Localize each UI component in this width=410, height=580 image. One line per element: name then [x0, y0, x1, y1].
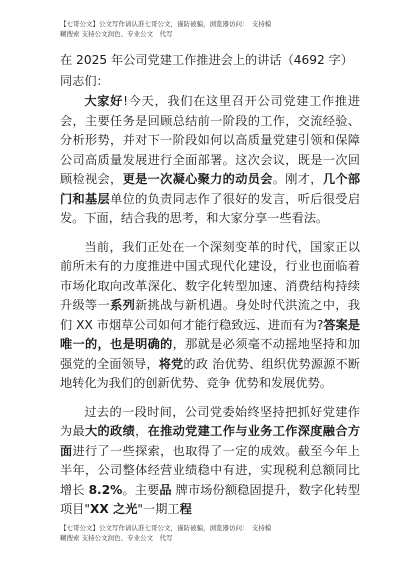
bold-text-run: 几个部门和基层: [60, 172, 361, 206]
bold-text-run: 在推动党建工作与业务工作深度融合方面: [60, 424, 361, 458]
text-run: ，: [135, 424, 148, 438]
bold-text-run: XX 之光: [89, 502, 138, 516]
page-header-notice: [60, 20, 360, 39]
body-paragraph: [60, 403, 360, 520]
text-run: ，那就是必须毫不动摇地坚持和加强党的全面领导，: [60, 337, 361, 371]
bold-text-run: 大家好: [84, 94, 124, 108]
bold-text-run: 系列: [110, 298, 136, 312]
bold-text-run: 程: [179, 502, 192, 516]
text-run: 。刚才，: [272, 172, 323, 186]
body-paragraph: [60, 238, 360, 394]
text-run: 过去的一段时间，公司党委始终坚持把抓好党建作为最: [60, 404, 360, 438]
text-run: !今天，我们在这里召开公司党建工作推进会，主要任务是回顾总结前一阶段的工作，交流经验、分析形势，并对下一阶段如何以高质量党建引领和保障公司高质量发展进行全面部署。这次会议，既是一次回顾检视会，: [60, 94, 361, 186]
document-body: [60, 92, 360, 529]
text-run: "一期工: [137, 502, 180, 516]
bold-text-run: 将党: [158, 356, 184, 371]
footer-line-2: 糊搜索 支持公文润色、专业公文 代写: [60, 533, 173, 542]
page-footer-notice: [60, 524, 360, 543]
document-title: 在 2025 年公司党建工作推进会上的讲话（4692 字）同志们：: [60, 53, 354, 88]
bold-text-run: 品: [159, 482, 172, 497]
bold-text-run: 8.2%: [88, 482, 123, 497]
bold-text-run: 大的政绩: [85, 424, 136, 438]
text-run: 新挑战与新机遇。身处时代洪流之中，我们 XX 市烟草公司如何才能行稳致远、进而有为?: [60, 298, 361, 332]
footer-line-1: 【七哥公文】公文写作请认准七哥公文，谨防被骗，浏览器访问： 支持模: [60, 524, 272, 532]
header-line-1: 【七哥公文】公文写作请认准七哥公文，谨防被骗，浏览器访问： 支持模: [60, 20, 272, 28]
body-paragraph: [60, 92, 360, 229]
header-line-2: 糊搜索 支持公文润色、专业公文 代写: [60, 29, 173, 38]
bold-text-run: 答案是唯一的，也是明确的: [60, 317, 360, 351]
text-run: 进行了一些探索，也取得了一定的成效。截至今年上半年，公司整体经营业绩稳中有进，实现税利总额同比增长: [60, 443, 361, 497]
text-run: 当前，我们正处在一个深刻变革的时代，国家正以前所未有的力度推进中国式现代化建设，行业也面临着市场化取向改革深化、数字化转型加速、消费结构持续升级等一: [60, 239, 360, 312]
text-run: 牌市场份额稳固提升，数字化转型项目": [60, 482, 361, 516]
text-run: 单位的负责同志作了很好的发言，听后很受启发。下面，结合我的思考，和大家分享一些看法。: [60, 191, 361, 225]
bold-text-run: 更是一次凝心聚力的动员会: [122, 172, 273, 186]
text-run: 的政 治优势、组织优势源源不断地转化为我们的创新优势、竞争 优势和发展优势。: [60, 356, 361, 390]
text-run: 。主要: [122, 482, 160, 497]
